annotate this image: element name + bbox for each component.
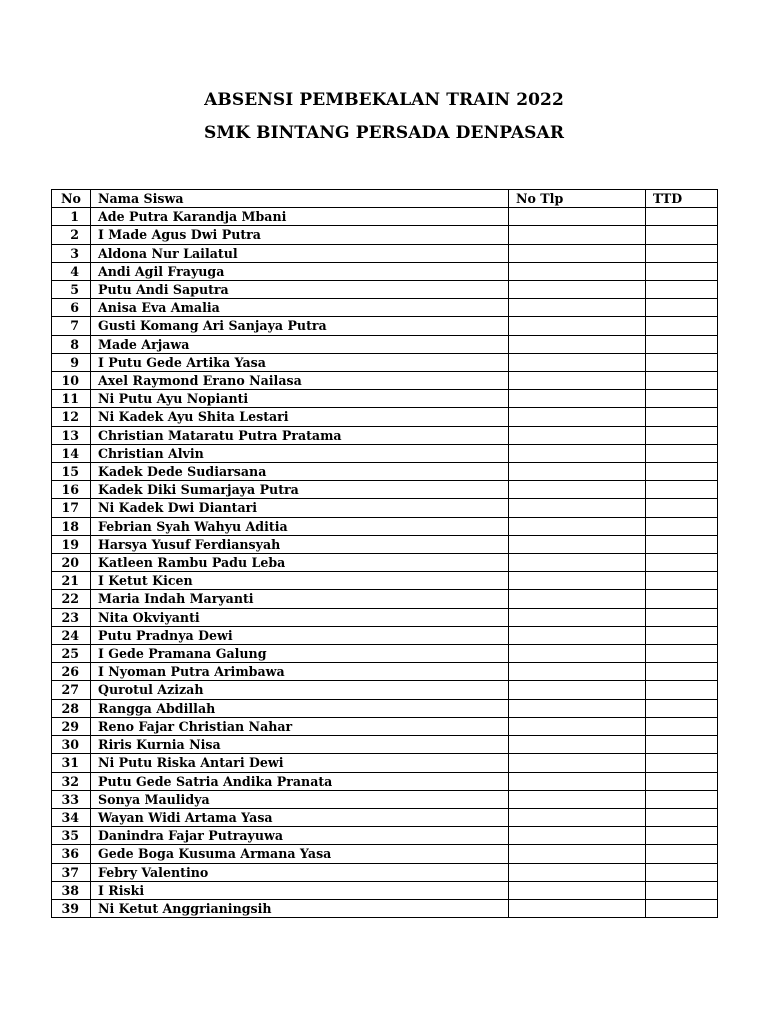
table-row <box>52 463 718 481</box>
row-number: 18 <box>52 517 91 535</box>
signature-cell <box>646 827 718 845</box>
student-name: Aldona Nur Lailatul <box>91 244 509 262</box>
student-name: Ni Kadek Dwi Diantari <box>91 499 509 517</box>
table-row <box>52 881 718 899</box>
table-row <box>52 335 718 353</box>
row-number: 24 <box>52 626 91 644</box>
signature-cell <box>646 426 718 444</box>
table-row <box>52 626 718 644</box>
table-row <box>52 845 718 863</box>
phone-cell <box>509 262 646 280</box>
phone-cell <box>509 444 646 462</box>
phone-cell <box>509 626 646 644</box>
row-number: 35 <box>52 827 91 845</box>
signature-cell <box>646 736 718 754</box>
student-name: Sonya Maulidya <box>91 790 509 808</box>
signature-cell <box>646 353 718 371</box>
phone-cell <box>509 390 646 408</box>
table-row <box>52 244 718 262</box>
row-number: 7 <box>52 317 91 335</box>
row-number: 6 <box>52 299 91 317</box>
signature-cell <box>646 590 718 608</box>
signature-cell <box>646 808 718 826</box>
student-name: Katleen Rambu Padu Leba <box>91 554 509 572</box>
phone-cell <box>509 736 646 754</box>
signature-cell <box>646 772 718 790</box>
signature-cell <box>646 335 718 353</box>
signature-cell <box>646 281 718 299</box>
signature-cell <box>646 299 718 317</box>
row-number: 36 <box>52 845 91 863</box>
phone-cell <box>509 808 646 826</box>
phone-cell <box>509 408 646 426</box>
row-number: 3 <box>52 244 91 262</box>
signature-cell <box>646 790 718 808</box>
header-no: No <box>52 190 91 208</box>
student-name: Kadek Diki Sumarjaya Putra <box>91 481 509 499</box>
student-name: Ni Ketut Anggrianingsih <box>91 899 509 917</box>
phone-cell <box>509 317 646 335</box>
student-name: Harsya Yusuf Ferdiansyah <box>91 535 509 553</box>
student-name: I Ketut Kicen <box>91 572 509 590</box>
student-name: Reno Fajar Christian Nahar <box>91 717 509 735</box>
phone-cell <box>509 499 646 517</box>
signature-cell <box>646 499 718 517</box>
student-name: Febry Valentino <box>91 863 509 881</box>
student-name: I Nyoman Putra Arimbawa <box>91 663 509 681</box>
table-body <box>52 208 718 918</box>
phone-cell <box>509 899 646 917</box>
table-row <box>52 554 718 572</box>
signature-cell <box>646 663 718 681</box>
student-name: Rangga Abdillah <box>91 699 509 717</box>
student-name: Putu Gede Satria Andika Pranata <box>91 772 509 790</box>
table-row <box>52 535 718 553</box>
row-number: 25 <box>52 645 91 663</box>
row-number: 12 <box>52 408 91 426</box>
table-row <box>52 408 718 426</box>
table-row <box>52 754 718 772</box>
phone-cell <box>509 554 646 572</box>
phone-cell <box>509 426 646 444</box>
student-name: Axel Raymond Erano Nailasa <box>91 372 509 390</box>
table-row <box>52 299 718 317</box>
student-name: Ni Kadek Ayu Shita Lestari <box>91 408 509 426</box>
phone-cell <box>509 299 646 317</box>
signature-cell <box>646 881 718 899</box>
row-number: 5 <box>52 281 91 299</box>
row-number: 30 <box>52 736 91 754</box>
phone-cell <box>509 208 646 226</box>
student-name: Christian Alvin <box>91 444 509 462</box>
table-row <box>52 444 718 462</box>
signature-cell <box>646 845 718 863</box>
table-row <box>52 736 718 754</box>
row-number: 29 <box>52 717 91 735</box>
student-name: Riris Kurnia Nisa <box>91 736 509 754</box>
student-name: Danindra Fajar Putrayuwa <box>91 827 509 845</box>
phone-cell <box>509 645 646 663</box>
signature-cell <box>646 681 718 699</box>
phone-cell <box>509 790 646 808</box>
phone-cell <box>509 590 646 608</box>
table-row <box>52 772 718 790</box>
signature-cell <box>646 262 718 280</box>
table-row <box>52 317 718 335</box>
table-row <box>52 790 718 808</box>
signature-cell <box>646 626 718 644</box>
table-row <box>52 426 718 444</box>
phone-cell <box>509 517 646 535</box>
student-name: Putu Pradnya Dewi <box>91 626 509 644</box>
phone-cell <box>509 372 646 390</box>
phone-cell <box>509 353 646 371</box>
signature-cell <box>646 226 718 244</box>
phone-cell <box>509 481 646 499</box>
student-name: Gusti Komang Ari Sanjaya Putra <box>91 317 509 335</box>
student-name: Gede Boga Kusuma Armana Yasa <box>91 845 509 863</box>
row-number: 10 <box>52 372 91 390</box>
row-number: 27 <box>52 681 91 699</box>
student-name: Putu Andi Saputra <box>91 281 509 299</box>
phone-cell <box>509 845 646 863</box>
table-row <box>52 572 718 590</box>
signature-cell <box>646 244 718 262</box>
student-name: Ni Putu Riska Antari Dewi <box>91 754 509 772</box>
phone-cell <box>509 572 646 590</box>
phone-cell <box>509 226 646 244</box>
table-row <box>52 517 718 535</box>
student-name: Anisa Eva Amalia <box>91 299 509 317</box>
table-row <box>52 481 718 499</box>
table-header-row <box>52 190 718 208</box>
student-name: I Made Agus Dwi Putra <box>91 226 509 244</box>
row-number: 37 <box>52 863 91 881</box>
signature-cell <box>646 463 718 481</box>
student-name: Febrian Syah Wahyu Aditia <box>91 517 509 535</box>
student-name: Christian Mataratu Putra Pratama <box>91 426 509 444</box>
phone-cell <box>509 717 646 735</box>
table-row <box>52 863 718 881</box>
phone-cell <box>509 699 646 717</box>
table-row <box>52 208 718 226</box>
row-number: 17 <box>52 499 91 517</box>
signature-cell <box>646 372 718 390</box>
row-number: 11 <box>52 390 91 408</box>
table-row <box>52 808 718 826</box>
table-row <box>52 590 718 608</box>
student-name: I Gede Pramana Galung <box>91 645 509 663</box>
document-subtitle: SMK BINTANG PERSADA DENPASAR <box>203 123 565 143</box>
row-number: 13 <box>52 426 91 444</box>
row-number: 15 <box>52 463 91 481</box>
signature-cell <box>646 554 718 572</box>
table-row <box>52 899 718 917</box>
table-row <box>52 681 718 699</box>
row-number: 33 <box>52 790 91 808</box>
phone-cell <box>509 335 646 353</box>
phone-cell <box>509 608 646 626</box>
phone-cell <box>509 881 646 899</box>
student-name: Wayan Widi Artama Yasa <box>91 808 509 826</box>
signature-cell <box>646 863 718 881</box>
student-name: Made Arjawa <box>91 335 509 353</box>
table-row <box>52 390 718 408</box>
row-number: 26 <box>52 663 91 681</box>
header-no-tlp: No Tlp <box>509 190 646 208</box>
row-number: 19 <box>52 535 91 553</box>
header-ttd: TTD <box>646 190 718 208</box>
row-number: 39 <box>52 899 91 917</box>
row-number: 20 <box>52 554 91 572</box>
signature-cell <box>646 572 718 590</box>
row-number: 21 <box>52 572 91 590</box>
phone-cell <box>509 244 646 262</box>
row-number: 8 <box>52 335 91 353</box>
phone-cell <box>509 863 646 881</box>
row-number: 28 <box>52 699 91 717</box>
header-nama-siswa: Nama Siswa <box>91 190 509 208</box>
table-row <box>52 262 718 280</box>
phone-cell <box>509 827 646 845</box>
attendance-table <box>51 189 718 918</box>
phone-cell <box>509 681 646 699</box>
row-number: 9 <box>52 353 91 371</box>
student-name: Maria Indah Maryanti <box>91 590 509 608</box>
signature-cell <box>646 317 718 335</box>
table-row <box>52 226 718 244</box>
table-row <box>52 608 718 626</box>
table-row <box>52 281 718 299</box>
row-number: 34 <box>52 808 91 826</box>
student-name: Nita Okviyanti <box>91 608 509 626</box>
table-row <box>52 699 718 717</box>
signature-cell <box>646 444 718 462</box>
row-number: 31 <box>52 754 91 772</box>
table-row <box>52 717 718 735</box>
signature-cell <box>646 535 718 553</box>
row-number: 4 <box>52 262 91 280</box>
phone-cell <box>509 281 646 299</box>
row-number: 38 <box>52 881 91 899</box>
row-number: 1 <box>52 208 91 226</box>
row-number: 32 <box>52 772 91 790</box>
signature-cell <box>646 645 718 663</box>
signature-cell <box>646 754 718 772</box>
student-name: I Putu Gede Artika Yasa <box>91 353 509 371</box>
table-row <box>52 663 718 681</box>
row-number: 16 <box>52 481 91 499</box>
signature-cell <box>646 699 718 717</box>
signature-cell <box>646 517 718 535</box>
row-number: 14 <box>52 444 91 462</box>
signature-cell <box>646 899 718 917</box>
student-name: Ni Putu Ayu Nopianti <box>91 390 509 408</box>
signature-cell <box>646 481 718 499</box>
table-row <box>52 372 718 390</box>
signature-cell <box>646 608 718 626</box>
row-number: 2 <box>52 226 91 244</box>
row-number: 23 <box>52 608 91 626</box>
phone-cell <box>509 535 646 553</box>
signature-cell <box>646 390 718 408</box>
table-row <box>52 827 718 845</box>
student-name: Andi Agil Frayuga <box>91 262 509 280</box>
table-row <box>52 645 718 663</box>
student-name: Qurotul Azizah <box>91 681 509 699</box>
signature-cell <box>646 717 718 735</box>
phone-cell <box>509 754 646 772</box>
table-row <box>52 353 718 371</box>
signature-cell <box>646 408 718 426</box>
student-name: Ade Putra Karandja Mbani <box>91 208 509 226</box>
student-name: I Riski <box>91 881 509 899</box>
document-title: ABSENSI PEMBEKALAN TRAIN 2022 <box>204 90 564 110</box>
phone-cell <box>509 663 646 681</box>
student-name: Kadek Dede Sudiarsana <box>91 463 509 481</box>
phone-cell <box>509 772 646 790</box>
phone-cell <box>509 463 646 481</box>
signature-cell <box>646 208 718 226</box>
row-number: 22 <box>52 590 91 608</box>
table-row <box>52 499 718 517</box>
